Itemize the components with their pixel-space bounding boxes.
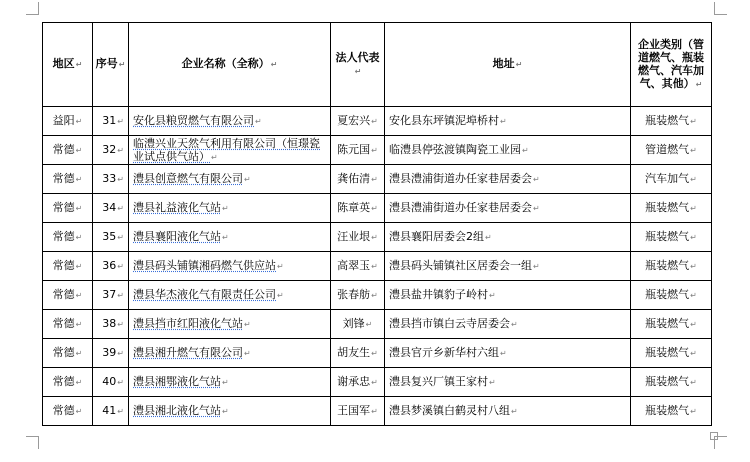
cell-company-type[interactable] bbox=[631, 397, 712, 426]
cell-address[interactable] bbox=[385, 339, 631, 368]
cell-no-text: 39 bbox=[102, 345, 117, 359]
cell-legal-rep-text: 陈元国 bbox=[337, 142, 371, 156]
cell-region[interactable] bbox=[43, 223, 93, 252]
table-row bbox=[43, 397, 712, 426]
cell-region-text: 常德 bbox=[52, 403, 75, 417]
paragraph-mark: ↵ bbox=[690, 174, 697, 184]
cell-legal-rep[interactable] bbox=[331, 107, 385, 136]
cell-region-text: 益阳 bbox=[52, 113, 75, 127]
paragraph-mark: ↵ bbox=[211, 152, 218, 162]
cell-no[interactable] bbox=[93, 397, 129, 426]
cell-company-name[interactable] bbox=[129, 107, 331, 136]
cell-company-type[interactable] bbox=[631, 252, 712, 281]
table-row bbox=[43, 194, 712, 223]
cell-company-name-text: 澧县码头铺镇湘码燃气供应站 bbox=[133, 258, 276, 272]
paragraph-mark: ↵ bbox=[75, 232, 83, 242]
cell-address[interactable] bbox=[385, 252, 631, 281]
paragraph-mark: ↵ bbox=[533, 174, 540, 184]
cell-company-name[interactable] bbox=[129, 397, 331, 426]
paragraph-mark: ↵ bbox=[117, 406, 124, 416]
cell-company-name[interactable] bbox=[129, 281, 331, 310]
cell-company-type-text: 管道燃气 bbox=[645, 142, 690, 156]
paragraph-mark: ↵ bbox=[75, 261, 83, 271]
table-row bbox=[43, 136, 712, 165]
paragraph-mark: ↵ bbox=[522, 145, 529, 155]
paragraph-mark: ↵ bbox=[371, 406, 378, 416]
cell-company-type[interactable] bbox=[631, 136, 712, 165]
cell-address-text: 安化县东坪镇泥埠桥村 bbox=[389, 113, 499, 127]
cell-no[interactable] bbox=[93, 136, 129, 165]
paragraph-mark: ↵ bbox=[500, 348, 507, 358]
paragraph-mark: ↵ bbox=[277, 290, 284, 300]
paragraph-mark: ↵ bbox=[500, 116, 507, 126]
cell-company-name[interactable] bbox=[129, 136, 331, 165]
paragraph-mark: ↵ bbox=[489, 377, 496, 387]
cell-company-type-text: 汽车加气 bbox=[645, 171, 690, 185]
cell-legal-rep-text: 谢承忠 bbox=[337, 374, 371, 388]
cell-no[interactable] bbox=[93, 368, 129, 397]
cell-company-name[interactable] bbox=[129, 252, 331, 281]
cell-no[interactable] bbox=[93, 281, 129, 310]
table-row bbox=[43, 107, 712, 136]
cell-region[interactable] bbox=[43, 281, 93, 310]
paragraph-mark: ↵ bbox=[533, 261, 540, 271]
paragraph-mark: ↵ bbox=[371, 348, 378, 358]
table-header-row bbox=[43, 23, 712, 107]
cell-no[interactable] bbox=[93, 252, 129, 281]
cell-legal-rep-text: 高翠玉 bbox=[337, 258, 371, 272]
cell-legal-rep[interactable] bbox=[331, 223, 385, 252]
cell-company-name[interactable] bbox=[129, 368, 331, 397]
cell-legal-rep[interactable] bbox=[331, 368, 385, 397]
paragraph-mark: ↵ bbox=[117, 145, 124, 155]
gas-company-table bbox=[42, 22, 712, 426]
cell-address[interactable] bbox=[385, 107, 631, 136]
paragraph-mark: ↵ bbox=[75, 203, 83, 213]
cell-company-type[interactable] bbox=[631, 368, 712, 397]
cell-company-type-text: 瓶装燃气 bbox=[645, 287, 690, 301]
cell-address-text: 澧县码头铺镇社区居委会一组 bbox=[389, 258, 532, 272]
cell-region-text: 常德 bbox=[52, 345, 75, 359]
cell-company-name[interactable] bbox=[129, 165, 331, 194]
paragraph-mark: ↵ bbox=[75, 406, 83, 416]
paragraph-mark: ↵ bbox=[371, 203, 378, 213]
cell-region-text: 常德 bbox=[52, 316, 75, 330]
paragraph-mark: ↵ bbox=[117, 261, 124, 271]
cell-legal-rep-text: 陈章英 bbox=[337, 200, 371, 214]
paragraph-mark: ↵ bbox=[371, 232, 378, 242]
paragraph-mark: ↵ bbox=[222, 406, 229, 416]
cell-no-text: 38 bbox=[102, 316, 117, 330]
cell-company-type[interactable] bbox=[631, 310, 712, 339]
cell-region-text: 常德 bbox=[52, 171, 75, 185]
cell-company-name-text: 澧县湘升燃气有限公司 bbox=[133, 345, 243, 359]
table-row bbox=[43, 165, 712, 194]
cell-region[interactable] bbox=[43, 194, 93, 223]
cell-legal-rep-text: 夏宏兴 bbox=[337, 113, 371, 127]
paragraph-mark: ↵ bbox=[244, 319, 251, 329]
cell-company-name-text: 澧县创意燃气有限公司 bbox=[133, 171, 243, 185]
cell-no[interactable] bbox=[93, 339, 129, 368]
header-company-name[interactable]: 企业名称（全称）↵ bbox=[129, 23, 331, 107]
cell-no-text: 31 bbox=[102, 113, 117, 127]
cell-legal-rep[interactable] bbox=[331, 165, 385, 194]
paragraph-mark: ↵ bbox=[75, 290, 83, 300]
cell-company-type[interactable] bbox=[631, 107, 712, 136]
cell-address-text: 澧县挡市镇白云寺居委会 bbox=[389, 316, 510, 330]
cell-region[interactable] bbox=[43, 136, 93, 165]
paragraph-mark: ↵ bbox=[489, 290, 496, 300]
cell-legal-rep-text: 龚佑清 bbox=[337, 171, 371, 185]
paragraph-mark: ↵ bbox=[222, 377, 229, 387]
cell-company-name[interactable] bbox=[129, 194, 331, 223]
paragraph-mark: ↵ bbox=[371, 174, 378, 184]
cell-company-type-text: 瓶装燃气 bbox=[645, 258, 690, 272]
paragraph-mark: ↵ bbox=[255, 116, 262, 126]
cell-address-text: 澧县澧浦街道办任家巷居委会 bbox=[389, 171, 532, 185]
cell-company-name-text: 澧县礼益液化气站 bbox=[133, 200, 221, 214]
cell-company-name-text: 澧县湘北液化气站 bbox=[133, 403, 221, 417]
cell-address[interactable] bbox=[385, 310, 631, 339]
cell-no-text: 40 bbox=[102, 374, 117, 388]
cell-address[interactable] bbox=[385, 194, 631, 223]
cell-region[interactable] bbox=[43, 368, 93, 397]
cell-company-type-text: 瓶装燃气 bbox=[645, 200, 690, 214]
paragraph-mark: ↵ bbox=[371, 290, 378, 300]
paragraph-mark: ↵ bbox=[690, 261, 697, 271]
paragraph-mark: ↵ bbox=[690, 319, 697, 329]
paragraph-mark: ↵ bbox=[690, 290, 697, 300]
table-row bbox=[43, 281, 712, 310]
paragraph-mark: ↵ bbox=[75, 174, 83, 184]
paragraph-mark: ↵ bbox=[75, 116, 83, 126]
paragraph-mark: ↵ bbox=[485, 232, 492, 242]
paragraph-mark: ↵ bbox=[690, 203, 697, 213]
page-corner-mark-bottom-left bbox=[26, 436, 39, 449]
cell-company-type[interactable] bbox=[631, 194, 712, 223]
cell-no[interactable] bbox=[93, 107, 129, 136]
cell-company-name-text: 澧县挡市红阳液化气站 bbox=[133, 316, 243, 330]
paragraph-mark: ↵ bbox=[371, 116, 378, 126]
page-corner-mark-top-right bbox=[714, 2, 727, 15]
cell-legal-rep-text: 胡友生 bbox=[337, 345, 371, 359]
cell-company-type[interactable] bbox=[631, 165, 712, 194]
cell-no-text: 41 bbox=[102, 403, 117, 417]
cell-no-text: 36 bbox=[102, 258, 117, 272]
cell-address[interactable] bbox=[385, 397, 631, 426]
paragraph-mark: ↵ bbox=[365, 319, 373, 329]
paragraph-mark: ↵ bbox=[371, 261, 378, 271]
cell-company-type[interactable] bbox=[631, 339, 712, 368]
cell-company-type[interactable] bbox=[631, 223, 712, 252]
paragraph-mark: ↵ bbox=[117, 203, 124, 213]
paragraph-mark: ↵ bbox=[222, 232, 229, 242]
header-region[interactable]: 地区↵ bbox=[43, 23, 93, 107]
cell-no[interactable] bbox=[93, 223, 129, 252]
cell-address-text: 澧县官亓乡新华村六组 bbox=[389, 345, 499, 359]
table-row bbox=[43, 252, 712, 281]
paragraph-mark: ↵ bbox=[117, 290, 124, 300]
cell-region[interactable] bbox=[43, 165, 93, 194]
cell-company-type-text: 瓶装燃气 bbox=[645, 113, 690, 127]
cell-legal-rep[interactable] bbox=[331, 310, 385, 339]
cell-region[interactable] bbox=[43, 397, 93, 426]
cell-address[interactable] bbox=[385, 281, 631, 310]
cell-no[interactable] bbox=[93, 165, 129, 194]
cell-region-text: 常德 bbox=[52, 374, 75, 388]
table-row bbox=[43, 368, 712, 397]
table-end-marker bbox=[710, 432, 718, 440]
cell-company-name[interactable] bbox=[129, 339, 331, 368]
cell-company-type-text: 瓶装燃气 bbox=[645, 403, 690, 417]
paragraph-mark: ↵ bbox=[117, 232, 124, 242]
cell-company-type[interactable] bbox=[631, 281, 712, 310]
cell-region-text: 常德 bbox=[52, 200, 75, 214]
cell-company-name-text: 临澧兴业天然气利用有限公司（恒璟瓷业试点供气站） bbox=[133, 136, 320, 163]
cell-region[interactable] bbox=[43, 107, 93, 136]
cell-region-text: 常德 bbox=[52, 229, 75, 243]
cell-no-text: 33 bbox=[102, 171, 117, 185]
cell-address-text: 临澧县停弦渡镇陶瓷工业园 bbox=[389, 142, 521, 156]
cell-no[interactable] bbox=[93, 310, 129, 339]
cell-company-type-text: 瓶装燃气 bbox=[645, 316, 690, 330]
cell-address[interactable] bbox=[385, 136, 631, 165]
paragraph-mark: ↵ bbox=[117, 174, 124, 184]
paragraph-mark: ↵ bbox=[75, 377, 83, 387]
cell-legal-rep[interactable] bbox=[331, 397, 385, 426]
table-row bbox=[43, 339, 712, 368]
cell-no-text: 35 bbox=[102, 229, 117, 243]
paragraph-mark: ↵ bbox=[75, 145, 83, 155]
paragraph-mark: ↵ bbox=[222, 203, 229, 213]
cell-no-text: 32 bbox=[102, 142, 117, 156]
paragraph-mark: ↵ bbox=[690, 377, 697, 387]
header-address[interactable]: 地址↵ bbox=[385, 23, 631, 107]
cell-no[interactable] bbox=[93, 194, 129, 223]
paragraph-mark: ↵ bbox=[371, 377, 378, 387]
cell-region[interactable] bbox=[43, 310, 93, 339]
cell-legal-rep[interactable] bbox=[331, 339, 385, 368]
paragraph-mark: ↵ bbox=[690, 145, 697, 155]
cell-region-text: 常德 bbox=[52, 258, 75, 272]
paragraph-mark: ↵ bbox=[244, 348, 251, 358]
paragraph-mark: ↵ bbox=[511, 319, 518, 329]
cell-company-name[interactable] bbox=[129, 310, 331, 339]
cell-legal-rep-text: 汪业垠 bbox=[337, 229, 371, 243]
cell-address[interactable] bbox=[385, 223, 631, 252]
cell-address-text: 澧县盐井镇豹子岭村 bbox=[389, 287, 488, 301]
paragraph-mark: ↵ bbox=[533, 203, 540, 213]
cell-company-type-text: 瓶装燃气 bbox=[645, 345, 690, 359]
paragraph-mark: ↵ bbox=[244, 174, 251, 184]
cell-region[interactable] bbox=[43, 252, 93, 281]
cell-legal-rep[interactable] bbox=[331, 194, 385, 223]
cell-legal-rep-text: 王国军 bbox=[337, 403, 371, 417]
table-row bbox=[43, 310, 712, 339]
paragraph-mark: ↵ bbox=[117, 319, 124, 329]
cell-company-name-text: 澧县湘鄂液化气站 bbox=[133, 374, 221, 388]
paragraph-mark: ↵ bbox=[277, 261, 284, 271]
cell-company-name-text: 澧县华杰液化气有限责任公司 bbox=[133, 287, 276, 301]
cell-legal-rep-text: 张春舫 bbox=[337, 287, 371, 301]
paragraph-mark: ↵ bbox=[690, 116, 697, 126]
paragraph-mark: ↵ bbox=[690, 232, 697, 242]
cell-legal-rep[interactable] bbox=[331, 281, 385, 310]
cell-address[interactable] bbox=[385, 368, 631, 397]
cell-company-type-text: 瓶装燃气 bbox=[645, 374, 690, 388]
cell-region[interactable] bbox=[43, 339, 93, 368]
paragraph-mark: ↵ bbox=[117, 348, 124, 358]
cell-legal-rep-text: 刘锋 bbox=[342, 316, 365, 330]
cell-region-text: 常德 bbox=[52, 287, 75, 301]
cell-address-text: 澧县澧浦街道办任家巷居委会 bbox=[389, 200, 532, 214]
cell-region-text: 常德 bbox=[52, 142, 75, 156]
cell-company-name-text: 澧县襄阳液化气站 bbox=[133, 229, 221, 243]
header-no[interactable]: 序号↵ bbox=[93, 23, 129, 107]
cell-address-text: 澧县襄阳居委会2组 bbox=[389, 229, 484, 243]
paragraph-mark: ↵ bbox=[117, 377, 124, 387]
paragraph-mark: ↵ bbox=[117, 116, 124, 126]
cell-address-text: 澧县梦溪镇白鹤灵村八组 bbox=[389, 403, 510, 417]
paragraph-mark: ↵ bbox=[371, 145, 378, 155]
cell-legal-rep[interactable] bbox=[331, 252, 385, 281]
cell-company-name-text: 安化县粮贸燃气有限公司 bbox=[133, 113, 254, 127]
header-legal-rep[interactable]: 法人代表↵ bbox=[331, 23, 385, 107]
page-corner-mark-top-left bbox=[26, 2, 39, 15]
paragraph-mark: ↵ bbox=[75, 319, 83, 329]
table-row bbox=[43, 223, 712, 252]
cell-legal-rep[interactable] bbox=[331, 136, 385, 165]
cell-company-type-text: 瓶装燃气 bbox=[645, 229, 690, 243]
paragraph-mark: ↵ bbox=[690, 348, 697, 358]
header-company-type[interactable]: 企业类别（管道燃气、瓶装燃气、汽车加气、其他）↵ bbox=[631, 23, 712, 107]
cell-no-text: 34 bbox=[102, 200, 117, 214]
cell-no-text: 37 bbox=[102, 287, 117, 301]
paragraph-mark: ↵ bbox=[511, 406, 518, 416]
paragraph-mark: ↵ bbox=[75, 348, 83, 358]
cell-address-text: 澧县复兴厂镇王家村 bbox=[389, 374, 488, 388]
cell-address[interactable] bbox=[385, 165, 631, 194]
cell-company-name[interactable] bbox=[129, 223, 331, 252]
paragraph-mark: ↵ bbox=[690, 406, 697, 416]
